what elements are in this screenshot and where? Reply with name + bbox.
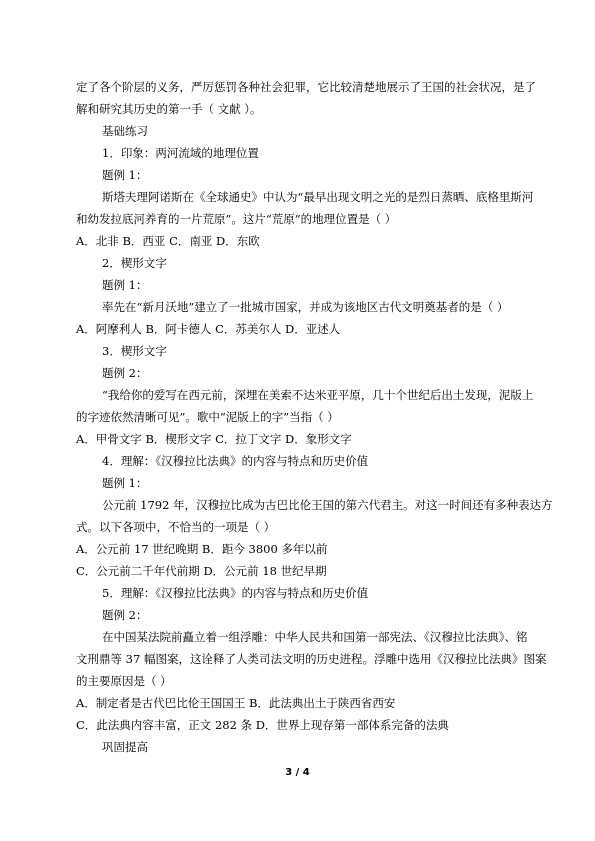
page-number: 3 / 4 <box>285 767 310 778</box>
section-heading: 基础练习 <box>102 124 148 138</box>
example-label: 题例 1： <box>102 278 148 292</box>
topic-heading: 1．印象：两河流域的地理位置 <box>102 146 259 160</box>
question-text: 文刑鼎等 37 幅图案，这诠释了人类司法文明的历史进程。浮雕中选用《汉穆拉比法典》图案 <box>76 652 547 666</box>
example-label: 题例 2： <box>102 608 148 622</box>
question-text: 斯塔夫理阿诺斯在《全球通史》中认为“最早出现文明之光的是烈日蒸晒、底格里斯河 <box>102 190 534 204</box>
topic-heading: 2．楔形文字 <box>102 256 167 270</box>
answer-options: C．公元前二千年代前期 D．公元前 18 世纪早期 <box>76 564 327 578</box>
question-text: 公元前 1792 年，汉穆拉比成为古巴比伦王国的第六代君主。对这一时间还有多种表达方 <box>102 498 553 512</box>
example-label: 题例 1： <box>102 168 148 182</box>
question-text: 在中国某法院前矗立着一组浮雕：中华人民共和国第一部宪法、《汉穆拉比法典》、铭 <box>102 630 528 644</box>
topic-heading: 4．理解：《汉穆拉比法典》的内容与特点和历史价值 <box>102 454 369 468</box>
question-text: 的主要原因是（ ） <box>76 674 172 688</box>
question-text: 和幼发拉底河养育的一片荒原”。这片“荒原”的地理位置是（ ） <box>76 212 397 226</box>
question-text: 的字迹依然清晰可见”。歌中“泥版上的字”当指（ ） <box>76 410 339 424</box>
answer-options: A．北非 B．西亚 C．南亚 D．东欧 <box>76 234 260 248</box>
answer-options: A．公元前 17 世纪晚期 B．距今 3800 多年以前 <box>76 542 328 556</box>
example-label: 题例 1： <box>102 476 148 490</box>
paragraph-line: 定了各个阶层的义务，严厉惩罚各种社会犯罪，它比较清楚地展示了王国的社会状况，是了 <box>76 80 536 94</box>
answer-options: A．制定者是古代巴比伦王国国王 B．此法典出土于陕西省西安 <box>76 696 396 710</box>
answer-options: C．此法典内容丰富，正文 282 条 D．世界上现存第一部体系完备的法典 <box>76 718 449 732</box>
question-text: 式。以下各项中，不恰当的一项是（ ） <box>76 520 276 534</box>
topic-heading: 3．楔形文字 <box>102 344 167 358</box>
paragraph-line: 解和研究其历史的第一手（ 文献 ）。 <box>76 102 262 116</box>
answer-options: A．阿摩利人 B．阿卡德人 C．苏美尔人 D．亚述人 <box>76 322 341 336</box>
question-text: “我给你的爱写在西元前，深埋在美索不达米亚平原，几十个世纪后出土发现，泥版上 <box>102 388 534 402</box>
section-heading: 巩固提高 <box>102 740 148 754</box>
topic-heading: 5．理解：《汉穆拉比法典》的内容与特点和历史价值 <box>102 586 369 600</box>
answer-options: A．甲骨文字 B．楔形文字 C．拉丁文字 D．象形文字 <box>76 432 352 446</box>
example-label: 题例 2： <box>102 366 148 380</box>
question-text: 率先在“新月沃地”建立了一批城市国家，并成为该地区古代文明奠基者的是（ ） <box>102 300 509 314</box>
